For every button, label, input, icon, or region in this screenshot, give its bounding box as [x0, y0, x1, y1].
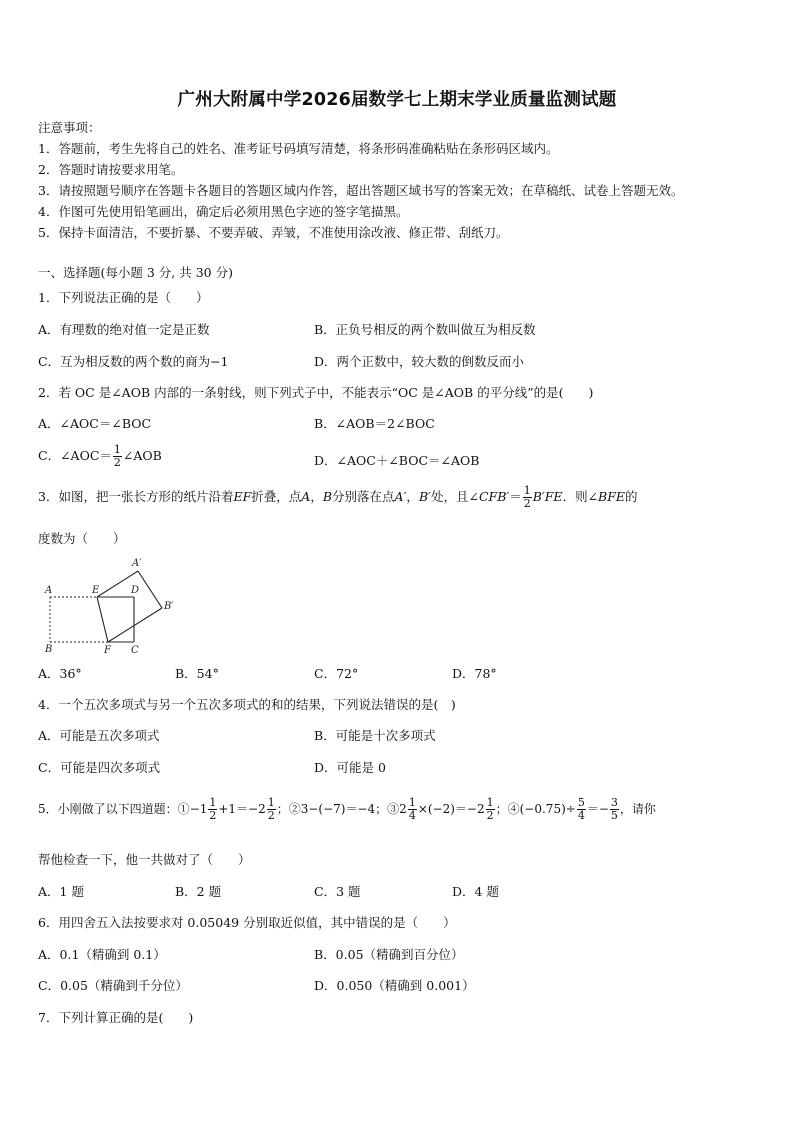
fraction-numerator: 1 [267, 796, 275, 809]
question-1-stem: 1．下列说法正确的是（ ） [38, 290, 209, 305]
math-angle: CFB′ [478, 489, 510, 504]
fraction [267, 797, 276, 822]
q4-option-d: D．可能是 0 [314, 760, 386, 775]
stem-text: ， [406, 489, 419, 504]
math-expr: ①−1 [177, 802, 208, 816]
fraction-denominator: 2 [113, 456, 121, 469]
q2-option-c-suffix: ∠AOB [122, 448, 162, 463]
q3-option-a: A．36° [38, 666, 82, 681]
figure-label: B′ [164, 601, 174, 612]
math-expr: ；②3−(−7)＝−4；③2 [276, 802, 407, 816]
stem-text: ．则∠ [562, 489, 599, 504]
fraction-numerator: 1 [209, 796, 217, 809]
question-2-stem: 2．若 OC 是∠AOB 内部的一条射线，则下列式子中，不能表示“OC 是∠AOB 的平分线”的是( ) [38, 385, 594, 400]
q3-option-d: D．78° [452, 666, 497, 681]
q3-option-b: B．54° [175, 666, 219, 681]
notes-heading: 注意事项： [38, 120, 101, 135]
fraction [523, 485, 532, 510]
fraction [486, 797, 495, 822]
math-expr: ×(−2)＝−2 [417, 802, 485, 816]
fraction-denominator: 2 [486, 809, 494, 822]
fraction-numerator: 3 [610, 796, 618, 809]
q6-option-d: D．0.050（精确到 0.001） [314, 978, 475, 993]
figure-label: C [131, 645, 139, 656]
section-heading: 一、选择题(每小题 3 分, 共 30 分) [38, 265, 233, 280]
q1-option-d: D．两个正数中，较大数的倒数反而小 [314, 354, 525, 369]
q4-option-a: A．可能是五次多项式 [38, 728, 160, 743]
math-angle: B′FE [532, 489, 563, 504]
fold-line [97, 597, 108, 642]
q2-option-d: D．∠AOC＋∠BOC＝∠AOB [314, 453, 480, 468]
q1-option-c: C．互为相反数的两个数的商为−1 [38, 354, 229, 369]
note-item: 5．保持卡面清洁，不要折暴、不要弄破、弄皱，不准使用涂改液、修正带、刮纸刀。 [38, 225, 509, 240]
folding-figure [40, 553, 190, 657]
question-6-stem: 6．用四舍五入法按要求对 0.05049 分别取近似值，其中错误的是（ ） [38, 915, 456, 930]
fraction-denominator: 4 [408, 809, 416, 822]
q1-option-a: A．有理数的绝对值一定是正数 [38, 322, 210, 337]
fraction-numerator: 1 [523, 484, 531, 497]
stem-text: 3．如图，把一张长方形的纸片沿着 [38, 489, 234, 504]
stem-text: 折叠，点 [251, 489, 302, 504]
math-expr: +1＝−2 [218, 802, 266, 816]
note-item: 1．答题前，考生先将自己的姓名、准考证号码填写清楚，将条形码准确粘贴在条形码区域内。 [38, 141, 559, 156]
q4-option-b: B．可能是十次多项式 [314, 728, 436, 743]
fraction [208, 797, 217, 822]
stem-text: ，请你 [619, 802, 656, 816]
q2-option-c [38, 444, 162, 469]
math-segment: EF [233, 489, 252, 504]
figure-label: D [131, 585, 140, 596]
math-point: A′ [394, 489, 407, 504]
math-expr: ＝− [586, 802, 609, 816]
note-item: 3．请按照题号顺序在答题卡各题目的答题区域内作答，超出答题区域书写的答案无效；在草稿纸、试卷上答题无效。 [38, 183, 684, 198]
q5-option-b: B．2 题 [175, 884, 222, 899]
figure-label: A′ [132, 558, 142, 569]
math-expr: ；④(−0.75)÷ [495, 802, 576, 816]
question-7-stem: 7．下列计算正确的是( ) [38, 1010, 194, 1025]
q2-option-c-prefix: C．∠AOC＝ [38, 448, 112, 463]
stem-text: ＝ [509, 489, 522, 504]
q1-option-b: B．正负号相反的两个数叫做互为相反数 [314, 322, 536, 337]
math-point: A [301, 489, 311, 504]
q5-option-d: D．4 题 [452, 884, 499, 899]
stem-text: ， [310, 489, 323, 504]
q3-option-c: C．72° [314, 666, 359, 681]
fraction [408, 797, 417, 822]
question-3-stem [38, 485, 638, 510]
question-3-stem-cont: 度数为（ ） [38, 531, 126, 546]
note-item: 2．答题时请按要求用笔。 [38, 162, 184, 177]
stem-text: 5．小刚做了以下四道题： [38, 802, 178, 816]
note-item: 4．作图可先使用铅笔画出，确定后必须用黑色字迹的签字笔描黑。 [38, 204, 409, 219]
fraction-numerator: 1 [113, 443, 121, 456]
question-5-stem [38, 797, 656, 822]
fraction-denominator: 2 [209, 809, 217, 822]
q6-option-a: A．0.1（精确到 0.1） [38, 947, 166, 962]
fraction [113, 444, 122, 469]
fraction-denominator: 5 [610, 809, 618, 822]
edge [108, 608, 162, 642]
q6-option-c: C．0.05（精确到千分位） [38, 978, 188, 993]
math-point: B [322, 489, 333, 504]
fraction-denominator: 2 [267, 809, 275, 822]
q4-option-c: C．可能是四次多项式 [38, 760, 161, 775]
q6-option-b: B．0.05（精确到百分位） [314, 947, 464, 962]
fraction-numerator: 1 [486, 796, 494, 809]
q5-option-c: C．3 题 [314, 884, 361, 899]
fraction-denominator: 2 [523, 497, 531, 510]
figure-label: A [45, 585, 53, 596]
question-5-stem-cont: 帮他检查一下，他一共做对了（ ） [38, 852, 251, 867]
fraction-numerator: 5 [577, 796, 585, 809]
q5-option-a: A．1 题 [38, 884, 84, 899]
figure-label: E [92, 585, 100, 596]
q2-option-b: B．∠AOB＝2∠BOC [314, 416, 435, 431]
stem-text: 分别落在点 [332, 489, 395, 504]
stem-text: 处，且∠ [430, 489, 479, 504]
fraction-denominator: 4 [577, 809, 585, 822]
page-title: 广州大附属中学2026届数学七上期末学业质量监测试题 [177, 90, 617, 110]
math-point: B′ [418, 489, 431, 504]
question-4-stem: 4．一个五次多项式与另一个五次多项式的和的结果，下列说法错误的是( ) [38, 697, 456, 712]
fraction [610, 797, 619, 822]
q2-option-a: A．∠AOC＝∠BOC [38, 416, 152, 431]
fraction-numerator: 1 [408, 796, 416, 809]
fraction [577, 797, 586, 822]
stem-text: 的 [625, 489, 638, 504]
edge [138, 571, 162, 608]
figure-label: F [104, 645, 111, 656]
math-angle: BFE [598, 489, 626, 504]
figure-label: B [45, 644, 53, 655]
